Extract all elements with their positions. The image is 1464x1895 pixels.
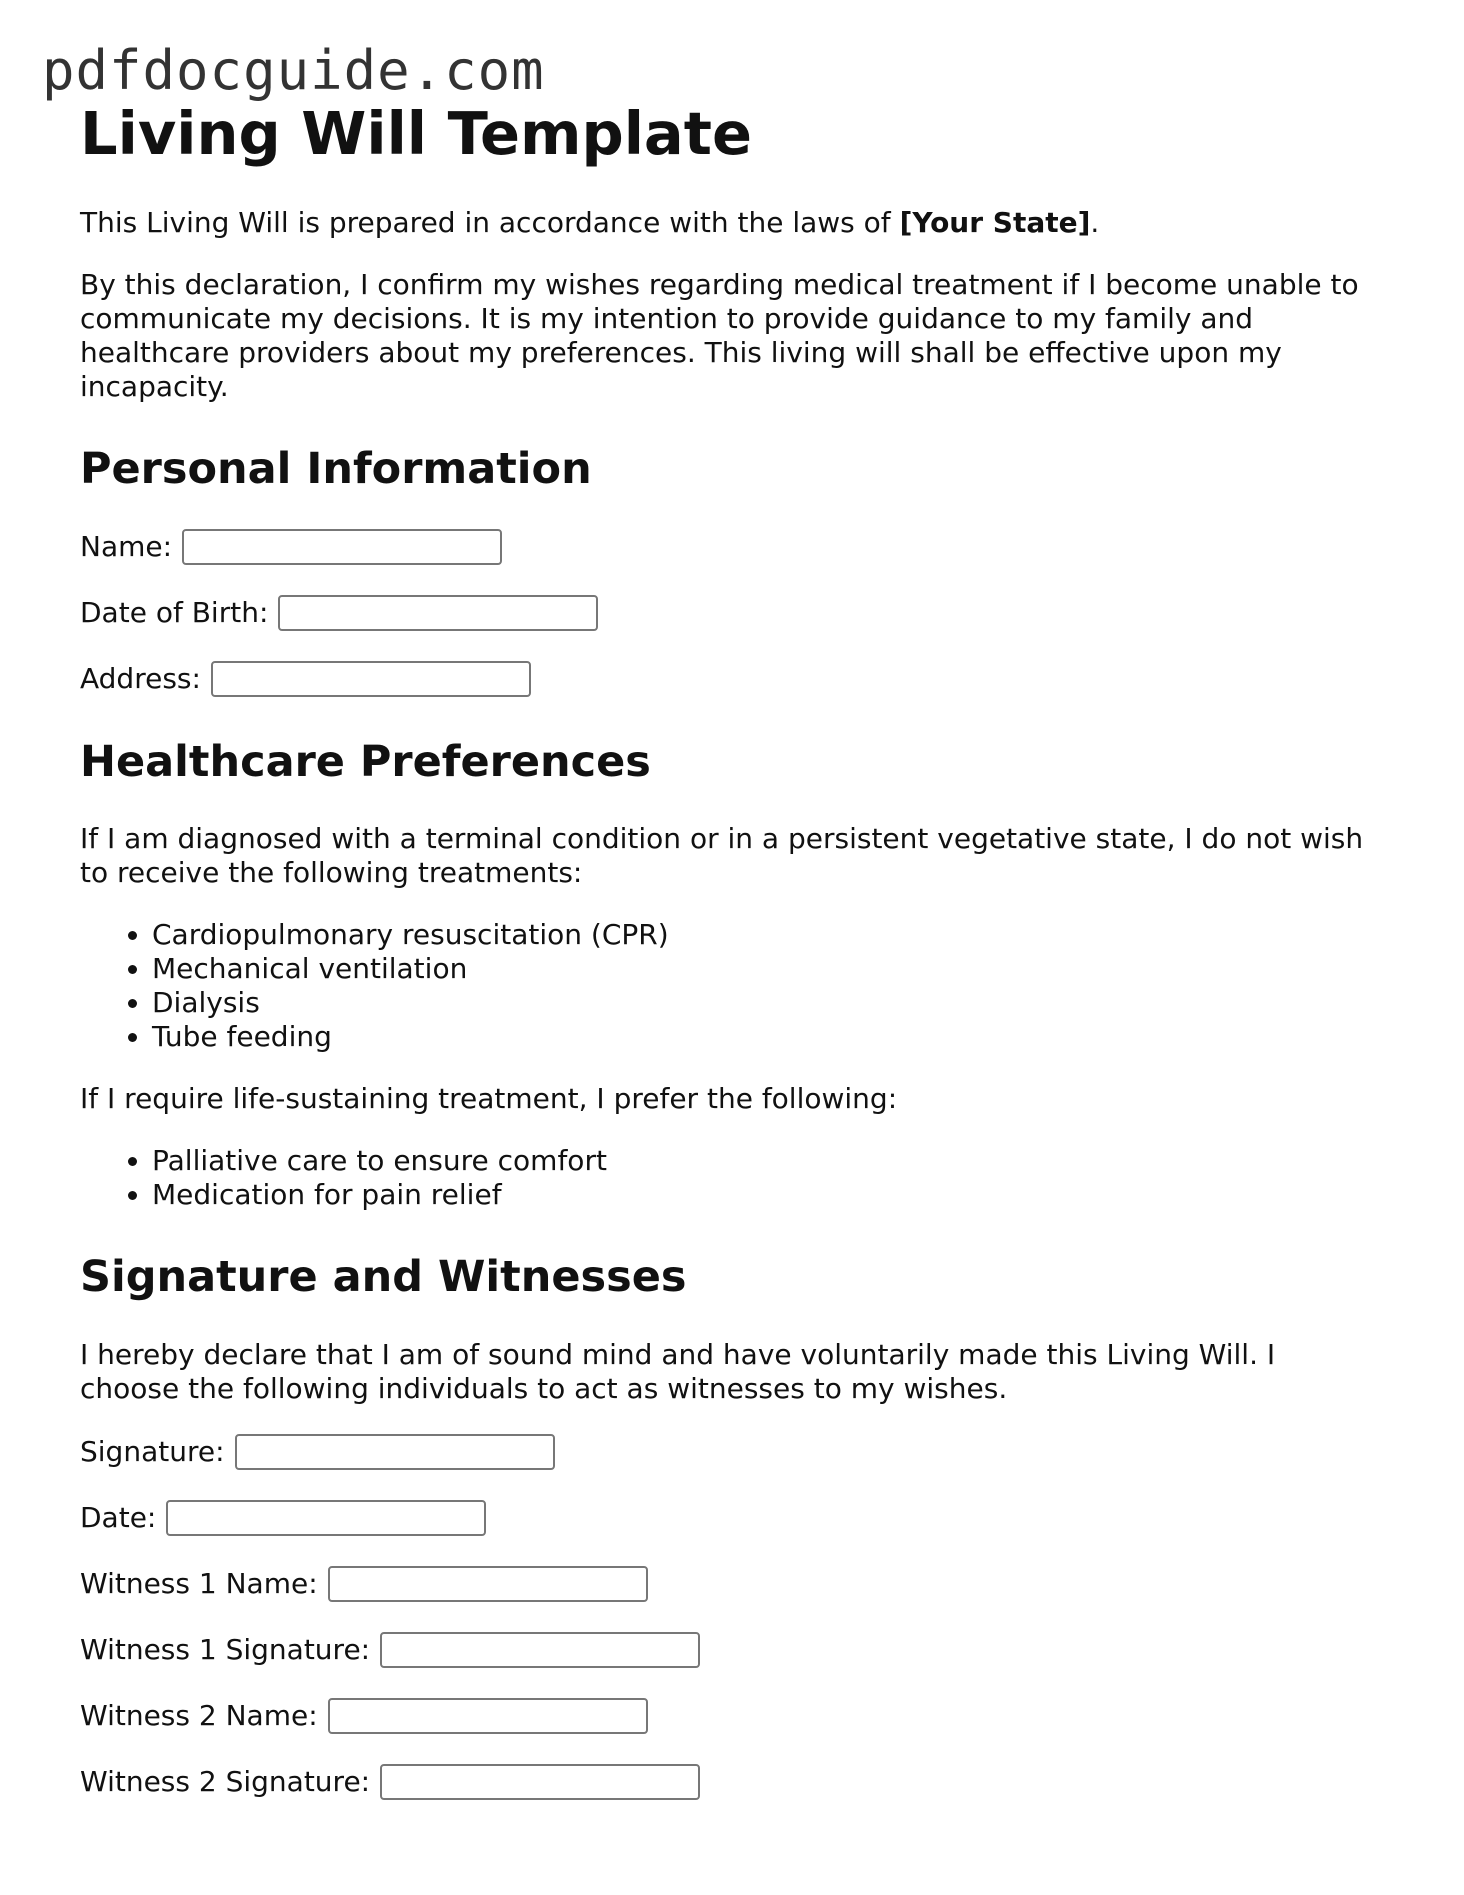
witness2-signature-input[interactable] [380, 1764, 700, 1800]
witness2-name-input[interactable] [328, 1698, 648, 1734]
address-field-row [80, 661, 1370, 697]
healthcare-heading: Healthcare Preferences [80, 737, 651, 788]
address-label: Address: [80, 662, 201, 696]
state-placeholder: [Your State] [899, 205, 1091, 239]
list-item: • Cardiopulmonary resuscitation (CPR) [152, 918, 1370, 952]
watermark: pdfdocguide.com [42, 39, 545, 102]
dob-input[interactable] [278, 595, 598, 631]
witness1-signature-label: Witness 1 Signature: [80, 1632, 371, 1666]
page-title: Living Will Template [80, 99, 752, 168]
prefer-intro: If I require life-sustaining treatment, I prefer the following: [80, 1082, 898, 1116]
document-page [80, 100, 1370, 1830]
witness1-signature-row [80, 1632, 1370, 1668]
personal-info-heading: Personal Information [80, 443, 592, 494]
list-item: • Medication for pain relief [152, 1178, 1370, 1212]
date-input[interactable] [166, 1500, 486, 1536]
witness1-name-input[interactable] [328, 1566, 648, 1602]
name-label: Name: [80, 530, 173, 564]
refuse-list [80, 918, 1370, 1054]
list-item: • Palliative care to ensure comfort [152, 1144, 1370, 1178]
signature-heading: Signature and Witnesses [80, 1252, 687, 1303]
list-item: • Dialysis [152, 986, 1370, 1020]
witness1-name-label: Witness 1 Name: [80, 1566, 318, 1600]
intro-suffix: . [1090, 205, 1100, 239]
signature-label: Signature: [80, 1434, 225, 1468]
dob-field-row [80, 595, 1370, 631]
witness2-signature-label: Witness 2 Signature: [80, 1764, 371, 1798]
date-label: Date: [80, 1500, 157, 1534]
witness2-name-label: Witness 2 Name: [80, 1698, 318, 1732]
list-item: • Tube feeding [152, 1020, 1370, 1054]
date-field-row [80, 1500, 1370, 1536]
dob-label: Date of Birth: [80, 596, 269, 630]
intro-prefix: This Living Will is prepared in accordance with the laws of [80, 205, 900, 239]
signature-field-row [80, 1434, 1370, 1470]
intro-paragraph [80, 206, 1370, 240]
witness2-name-row [80, 1698, 1370, 1734]
address-input[interactable] [211, 661, 531, 697]
witness1-name-row [80, 1566, 1370, 1602]
name-input[interactable] [182, 529, 502, 565]
name-field-row [80, 529, 1370, 565]
refuse-intro: If I am diagnosed with a terminal condition or in a persistent vegetative state, I do not wish to receive the following treatments: [80, 822, 1364, 890]
witness2-signature-row [80, 1764, 1370, 1800]
prefer-list [80, 1144, 1370, 1212]
signature-input[interactable] [235, 1434, 555, 1470]
signature-statement: I hereby declare that I am of sound mind and have voluntarily made this Living Will. I choose the following individuals to act as witnesses to my wishes. [80, 1337, 1276, 1405]
witness1-signature-input[interactable] [380, 1632, 700, 1668]
declaration-paragraph: By this declaration, I confirm my wishes regarding medical treatment if I become unable to communicate my decisions. It is my intention to provide guidance to my family and healthcare providers about my preferences. This living will shall be effective upon my incapacity. [80, 267, 1359, 403]
list-item: • Mechanical ventilation [152, 952, 1370, 986]
